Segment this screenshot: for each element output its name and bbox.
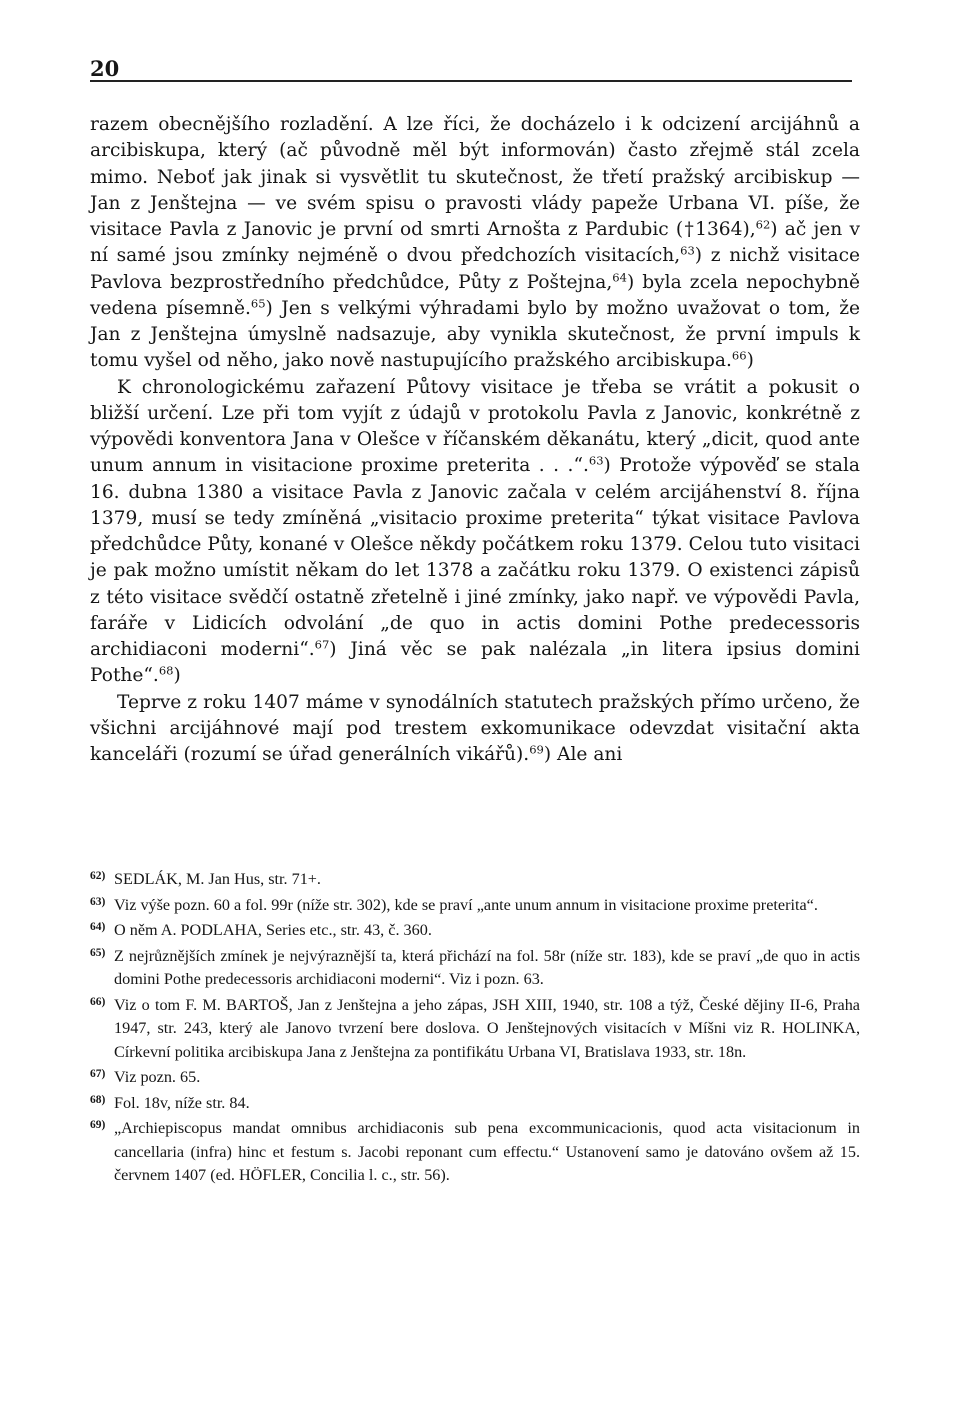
footnote-ref: 68 xyxy=(158,663,174,678)
footnote-text: Z nejrůznějších zmínek je nejvýraznější ta, která přichází na fol. 58r (níže str. 183), kde se praví „de quo in actis domini Pothe predecessoris archidiaconi moderni“. Viz i pozn. 63. xyxy=(114,946,860,988)
footnote-number: 69) xyxy=(90,1119,106,1131)
footnote xyxy=(90,994,860,1065)
footnote-number: 64) xyxy=(90,921,106,933)
text-run: Teprve z roku 1407 máme v synodálních statutech pražských přímo určeno, že všichni arcijáhnové mají pod trestem exkomunikace odevzdat visitační akta kanceláři (rozumí se úřad generálních vikářů). xyxy=(90,691,860,765)
footnote xyxy=(90,1066,860,1090)
paragraph xyxy=(90,690,860,769)
footnotes xyxy=(90,868,860,1190)
text-run: ) Protože výpověď se stala 16. dubna 1380 a visitace Pavla z Janovic začala v celém arcijáhenství 8. října 1379, musí se tedy zmíněná „visitacio proxime preterita“ týkat visitace Pavlova předchůdce Půty, konané v Olešce někdy počátkem roku 1379. Celou tuto visitaci je pak možno umístit někam do let 1378 a začátku roku 1379. O existenci zápisů z této visitace svědčí ostatně zřetelně i jiné zmínky, jako např. ve výpovědi Pavla, faráře v Lidicích odvolání „de quo in actis domini Pothe predecessoris archidiaconi moderni“. xyxy=(90,455,860,660)
paragraph xyxy=(90,375,860,690)
footnote xyxy=(90,1092,860,1116)
footnote-ref: 65 xyxy=(250,296,266,311)
text-run: ) xyxy=(173,665,181,687)
footnote-number: 65) xyxy=(90,946,106,959)
footnote xyxy=(90,868,860,892)
footnote xyxy=(90,894,860,918)
footnote-ref: 64 xyxy=(612,270,627,285)
text-run: ) xyxy=(746,350,754,372)
footnote-text: O něm A. PODLAHA, Series etc., str. 43, č. 360. xyxy=(114,921,432,939)
text-run: razem obecnějšího rozladění. A lze říci, že docházelo i k odcizení arcijáhnů a arcibiskupa, který (ač původně měl být informován) často zřejmě stál zcela mimo. Neboť jak jinak si vysvětlit tu skutečnost, že třetí pražský arcibiskup — Jan z Jenštejna — ve svém spisu o pravosti vlády papeže Urbana VI. píše, že visitace Pavla z Janovic je první od smrti Arnošta z Pardubic (†1364), xyxy=(90,114,860,240)
text-run: ) Jiná věc se pak nalézala „in litera ipsius domini Pothe“. xyxy=(90,639,860,687)
footnote-text: Fol. 18v, níže str. 84. xyxy=(114,1093,250,1112)
footnote-ref: 66 xyxy=(731,348,747,363)
footnote-ref: 67 xyxy=(314,637,330,652)
footnote-ref: 69 xyxy=(529,742,544,757)
text-run: ) ač jen v ní samé jsou zmínky nejméně o dvou předchozích visitacích, xyxy=(90,219,860,267)
footnote-ref: 63 xyxy=(680,243,695,258)
paragraph xyxy=(90,112,860,375)
text-run: ) byla zcela nepochybně vedena písemně. xyxy=(90,271,860,319)
footnote-number: 62) xyxy=(90,870,106,882)
footnote-text: Viz výše pozn. 60 a fol. 99r (níže str. 302), kde se praví „ante unum annum in visitacione proxime preterita“. xyxy=(114,895,818,914)
footnote-number: 68) xyxy=(90,1093,106,1106)
footnote xyxy=(90,919,860,943)
footnote-text: SEDLÁK, M. Jan Hus, str. 71+. xyxy=(114,870,321,888)
text-run: ) z nichž visitace Pavlova bezprostředního předchůdce, Půty z Poštejna, xyxy=(90,245,860,293)
text-run: ) Jen s velkými výhradami bylo by možno uvažovat o tom, že Jan z Jenštejna úmyslně nadsazuje, aby vynikla skutečnost, že první impuls k tomu vyšel od něho, jako nově nastupujícího pražského arcibiskupa. xyxy=(90,297,861,372)
body-text xyxy=(90,112,860,768)
text-run: ) Ale ani xyxy=(543,744,623,765)
text-run: K chronologickému zařazení Půtovy visitace je třeba se vrátit a pokusit o bližší určení. Lze při tom vyjít z údajů v protokolu Pavla z Janovic, konkrétně z výpovědi konventora Jana v Olešce v říčanském děkanátu, který „dicit, quod ante unum annum in visitacione proxime preterita . . .“. xyxy=(90,376,860,477)
footnote-ref: 62 xyxy=(755,217,771,232)
footnote-number: 63) xyxy=(90,895,106,908)
footnote-text: Viz o tom F. M. BARTOŠ, Jan z Jenštejna a jeho zápas, JSH XIII, 1940, str. 108 a týž, České dějiny II-6, Praha 1947, str. 243, který ale Janovo tvrzení bere doslova. O Jenštejnových visitacích v Míšni viz R. HOLINKA, Církevní politika arcibiskupa Jana z Jenštejna za pontifikátu Urbana VI, Bratislava 1933, str. 18n. xyxy=(114,995,860,1061)
page-number: 20 xyxy=(90,56,120,81)
footnote-number: 66) xyxy=(90,995,106,1008)
footnote xyxy=(90,1117,860,1188)
footnote-text: Viz pozn. 65. xyxy=(114,1068,201,1086)
footnote-number: 67) xyxy=(90,1068,106,1080)
header-rule xyxy=(90,80,852,82)
footnote xyxy=(90,945,860,992)
footnote-text: „Archiepiscopus mandat omnibus archidiaconis sub pena excommunicacionis, quod acta visitacionum in cancellaria (infra) hinc et festum s. Jacobi reponant cum effectu.“ Ustanovení samo je datováno ovšem až 15. červnem 1407 (ed. HÖFLER, Concilia l. c., str. 56). xyxy=(114,1119,860,1184)
footnote-ref: 63 xyxy=(588,453,604,468)
